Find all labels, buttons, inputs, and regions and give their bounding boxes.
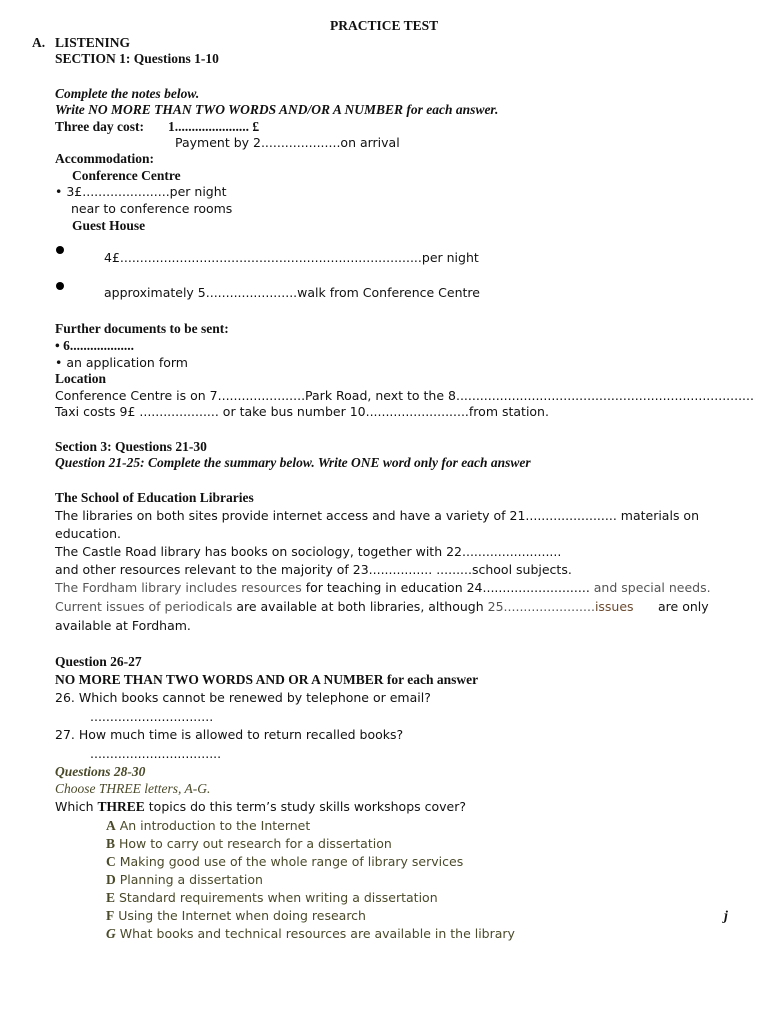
s1-instruction-1: Complete the notes below. — [55, 86, 200, 101]
option-text: What books and technical resources are available in the library — [115, 926, 515, 941]
option-item — [106, 926, 515, 942]
section-a-label: A. — [32, 35, 46, 50]
periodicals-phrase: Current issues of periodicals — [55, 599, 233, 614]
issues-text: issues — [594, 599, 634, 614]
s3-instruction: Question 21-25: Complete the summary below. Write ONE word only for each answer — [55, 455, 531, 470]
option-letter: A — [106, 818, 116, 833]
guest-house-label: Guest House — [72, 218, 146, 233]
option-letter: C — [106, 854, 116, 869]
q28-30-instruction: Choose THREE letters, A-G. — [55, 781, 211, 796]
q1-blank: 1...................... £ — [168, 119, 260, 134]
conference-centre-label: Conference Centre — [72, 168, 181, 183]
are-only-text: are only — [658, 599, 709, 614]
q26-27-instruction: NO MORE THAN TWO WORDS AND OR A NUMBER for each answer — [55, 672, 479, 687]
question-prefix: Which — [55, 799, 98, 814]
bullet-icon — [56, 246, 64, 254]
q28-30-heading: Questions 28-30 — [55, 764, 146, 779]
section3-heading: Section 3: Questions 21-30 — [55, 439, 207, 454]
stray-mark: j — [724, 909, 728, 924]
summary-line-3: The Castle Road library has books on sociology, together with 22......................... — [55, 544, 562, 559]
further-documents-label: Further documents to be sent: — [55, 321, 229, 336]
option-letter: E — [106, 890, 116, 905]
option-item — [106, 890, 438, 906]
three-day-cost-label: Three day cost: — [55, 119, 144, 134]
option-letter: D — [106, 872, 116, 887]
option-text: Planning a dissertation — [115, 872, 263, 887]
q28-30-question — [55, 799, 466, 815]
both-libraries-text: are available at both libraries, although — [232, 599, 488, 614]
q3-line: • 3£......................per night — [55, 184, 227, 199]
q9-q10-line: Taxi costs 9£ .................... or take bus number 10..........................from station. — [55, 404, 549, 419]
q24-text: for teaching in education 24........................... — [301, 580, 590, 595]
option-item — [106, 854, 463, 870]
option-text: Using the Internet when doing research — [114, 908, 366, 923]
q26-answer-blank: ............................... — [90, 709, 214, 724]
q6-line: • 6................... — [55, 338, 134, 353]
summary-line-6 — [55, 599, 634, 615]
q27-answer-blank: ................................. — [90, 746, 222, 761]
q26-text: 26. Which books cannot be renewed by telephone or email? — [55, 690, 431, 705]
q4-line: 4£............................................................................per night — [104, 250, 479, 265]
q5-line: approximately 5.......................walk from Conference Centre — [104, 285, 480, 300]
option-item — [106, 872, 263, 888]
summary-line-7: available at Fordham. — [55, 618, 191, 633]
q7-q8-line: Conference Centre is on 7......................Park Road, next to the 8........................................................................... — [55, 388, 754, 403]
q26-27-heading: Question 26-27 — [55, 654, 142, 669]
summary-line-5 — [55, 580, 711, 596]
listening-heading: LISTENING — [55, 35, 131, 50]
s1-instruction-2: Write NO MORE THAN TWO WORDS AND/OR A NUMBER for each answer. — [55, 102, 499, 117]
option-item — [106, 818, 310, 834]
payment-line: Payment by 2....................on arrival — [175, 135, 400, 150]
location-label: Location — [55, 371, 107, 386]
page-title: PRACTICE TEST — [330, 18, 439, 33]
summary-line-1: The libraries on both sites provide internet access and have a variety of 21....................... materials on — [55, 508, 699, 523]
option-text: Standard requirements when writing a dissertation — [115, 890, 438, 905]
option-letter: F — [106, 908, 115, 923]
section1-heading: SECTION 1: Questions 1-10 — [55, 51, 219, 66]
libraries-title: The School of Education Libraries — [55, 490, 254, 505]
special-needs-text: and special needs. — [589, 580, 711, 595]
three-emphasis: THREE — [97, 799, 145, 814]
summary-line-2: education. — [55, 526, 121, 541]
option-item — [106, 836, 392, 852]
accommodation-label: Accommodation: — [55, 151, 154, 166]
application-form-line: • an application form — [55, 355, 188, 370]
question-suffix: topics do this term’s study skills workshops cover? — [144, 799, 467, 814]
q25-blank: 25....................... — [487, 599, 595, 614]
option-text: Making good use of the whole range of library services — [115, 854, 464, 869]
fordham-phrase: The Fordham library includes resources — [55, 580, 302, 595]
option-letter: B — [106, 836, 116, 851]
option-text: How to carry out research for a dissertation — [115, 836, 392, 851]
option-letter: G — [106, 926, 116, 941]
bullet-icon — [56, 282, 64, 290]
near-rooms-line: near to conference rooms — [71, 201, 233, 216]
option-text: An introduction to the Internet — [115, 818, 311, 833]
summary-line-4: and other resources relevant to the majority of 23................ .........school subjects. — [55, 562, 572, 577]
option-item — [106, 908, 366, 924]
q27-text: 27. How much time is allowed to return recalled books? — [55, 727, 404, 742]
